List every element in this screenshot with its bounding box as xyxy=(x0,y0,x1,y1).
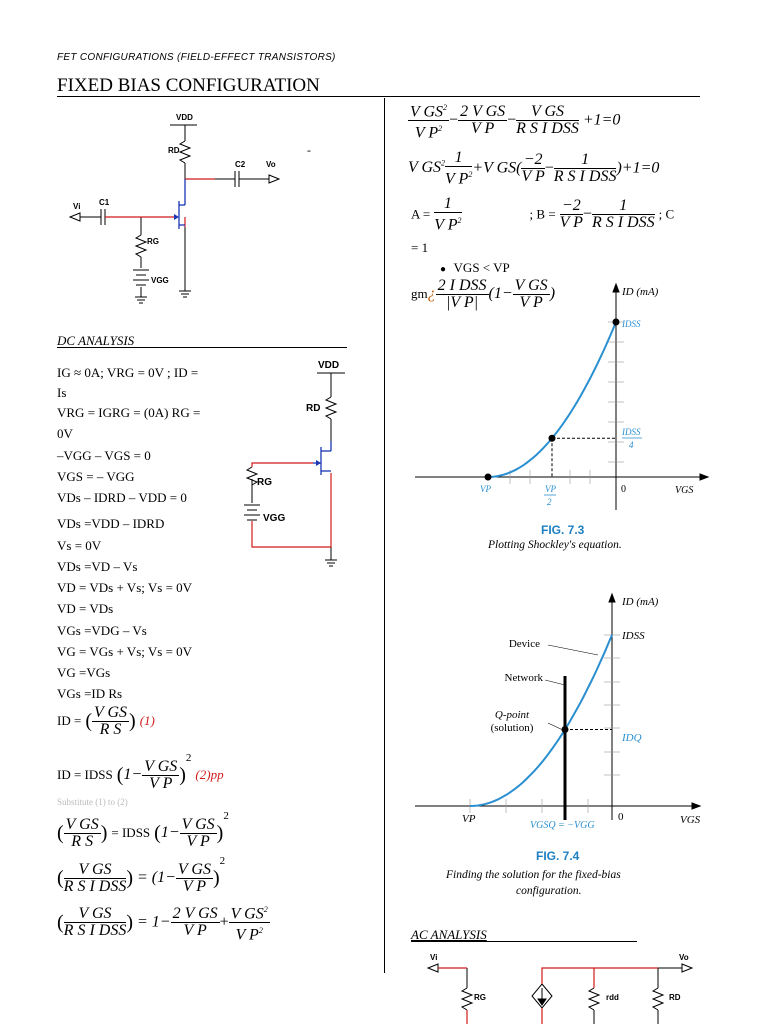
fig73-vp-label: VP xyxy=(480,484,491,494)
c2-vgg-label: VGG xyxy=(263,513,286,524)
ac-vi: Vi xyxy=(430,953,438,962)
dc-line: Vs = 0V xyxy=(57,538,102,553)
fig74-qpoint: Q-point xyxy=(494,709,530,721)
dc-underline xyxy=(57,347,347,348)
fig74-axis-y: ID (mA) xyxy=(622,596,659,608)
dc-line: VD = VDs xyxy=(57,601,114,616)
c1-vo-label: Vo xyxy=(266,160,276,169)
eq3-idss: = IDSS xyxy=(111,825,151,840)
dc-line2b: 0V xyxy=(57,426,73,441)
dc-line: VD = VDs + Vs; Vs = 0V xyxy=(57,580,193,595)
fig73-axis-y: ID (mA) xyxy=(622,286,659,298)
vp-point xyxy=(485,474,492,481)
ac-rdd: rdd xyxy=(606,993,619,1002)
c1-vgg-label: VGG xyxy=(151,276,169,285)
fig-7-4-chart xyxy=(410,590,710,835)
device-curve xyxy=(470,635,612,806)
fig74-vgs: VGS xyxy=(680,814,701,826)
eq-id-rs: ID = ( $\frac{\text{V GS}}{\text{R S}}$ ) (1) xyxy=(57,704,155,738)
column-divider xyxy=(384,98,385,973)
dc-heading: DC ANALYSIS xyxy=(57,333,135,348)
dc-line: VDs =VDD – IDRD xyxy=(57,516,165,531)
eq2-idss-label: ID = IDSS xyxy=(57,767,113,782)
fig74-caption-2: configuration. xyxy=(516,885,582,897)
c1-vdd-label: VDD xyxy=(176,113,193,122)
fig-7-3-chart xyxy=(410,277,710,550)
fig74-vp: VP xyxy=(462,813,476,825)
fig73-vgs: VGS xyxy=(675,485,694,496)
eq2-tag: (2)pp xyxy=(195,767,224,782)
c2-rg-label: RG xyxy=(257,477,272,488)
ac-heading: AC ANALYSIS xyxy=(411,927,487,942)
fig74-network: Network xyxy=(504,672,543,684)
eq-gm: gm¿ $\frac{\text{2 I DSS}}{\text{|V P|}}$ (1− $\frac{\text{V GS}}{\text{V P}}$ ) xyxy=(411,277,556,311)
eq-shockley: ID = IDSS (1− $\frac{\text{V GS}}{\text{V P}}$ )$^2$ (2)pp xyxy=(57,752,224,792)
fig74-idq: IDQ xyxy=(622,732,642,744)
c-value: = 1 xyxy=(411,240,429,255)
section-title: FIXED BIAS CONFIGURATION xyxy=(57,75,320,96)
fig73-zero: 0 xyxy=(621,484,626,495)
dc-line: VDs =VD – Vs xyxy=(57,559,138,574)
fig73-idss-label: IDSS xyxy=(622,319,641,329)
eq-sub-3: ( $\frac{\text{V GS}}{\text{R S I DSS}}$ ) = 1− $\frac{\text{2 V GS}}{\text{V P}}$ + $\frac{V GS^2}{V P^2}$ xyxy=(57,902,270,944)
eq-right-2: V $GS^2$ $\frac{1}{V P^2}$ +V GS( $\frac{-2}{\text{V P}}$ − $\frac{1}{\text{R S I DSS}}$ )+1=0 xyxy=(408,149,660,188)
fig74-solution: (solution) xyxy=(490,722,534,734)
ac-rg: RG xyxy=(474,993,486,1002)
fig74-idss: IDSS xyxy=(622,630,645,642)
fig74-device: Device xyxy=(508,638,540,650)
ac-underline xyxy=(411,941,637,942)
dc-line: VG =VGs xyxy=(57,665,111,680)
fig74-zero: 0 xyxy=(618,811,624,823)
eq1-id-label: ID = xyxy=(57,713,82,729)
dc-line2a: VRG = IGRG = (0A) RG = xyxy=(57,405,201,420)
c2-rd-label: RD xyxy=(306,403,321,414)
gm-label: gm xyxy=(411,286,428,302)
fig73-vp2-num: VP xyxy=(545,484,556,494)
fig74-label: FIG. 7.4 xyxy=(536,849,580,863)
fig74-caption-1: Finding the solution for the fixed-bias xyxy=(446,869,621,881)
eq4-one: = (1− xyxy=(137,869,176,886)
eq1-tag: (1) xyxy=(139,713,155,729)
dc-line: VGs =VDG – Vs xyxy=(57,623,147,638)
c1-c1-label: C1 xyxy=(99,198,110,207)
ac-rd: RD xyxy=(669,993,681,1002)
substitute-note: Substitute (1) to (2) xyxy=(57,797,128,807)
fig73-vp2-den: 2 xyxy=(547,497,552,507)
c1-c2-label: C2 xyxy=(235,160,246,169)
eq-sub-2: ( $\frac{\text{V GS}}{\text{R S I DSS}}$ ) = (1− $\frac{\text{V GS}}{\text{V P}}$ )$^2$ xyxy=(57,855,226,895)
ac-circuit xyxy=(420,950,700,1024)
eq-right-2-tail: )+1=0 xyxy=(616,159,660,177)
eq-sub-1: ( $\frac{\text{V GS}}{\text{R S}}$ ) = IDSS (1− $\frac{\text{V GS}}{\text{V P}}$ )$^2$ xyxy=(57,810,229,850)
c1-vi-label: Vi xyxy=(73,202,81,211)
ac-vo: Vo xyxy=(679,953,689,962)
dc-line: VGs =ID Rs xyxy=(57,686,123,701)
dc-equivalent-circuit xyxy=(235,355,355,575)
fig73-label: FIG. 7.3 xyxy=(541,523,585,537)
fig73-caption: Plotting Shockley's equation. xyxy=(488,539,622,551)
dash-mark: - xyxy=(307,143,311,157)
running-title: FET CONFIGURATIONS (FIELD-EFFECT TRANSISTORS) xyxy=(57,52,336,63)
eq5-one: = 1− xyxy=(137,913,171,931)
fixed-bias-circuit xyxy=(55,105,295,305)
dc-line: VGS = – VGG xyxy=(57,469,135,484)
bullet-text: VGS < VP xyxy=(453,260,510,275)
eq-abc: A = $\frac{1}{V P^2}$ ; B = $\frac{-2}{\text{V P}}$ − $\frac{1}{\text{R S I DSS}}$ ; C xyxy=(411,195,675,234)
dc-line: VDs – IDRD – VDD = 0 xyxy=(57,490,187,505)
b-label: ; B = xyxy=(529,206,556,222)
fig73-idss4-num: IDSS xyxy=(622,427,641,437)
fig73-idss4-den: 4 xyxy=(629,440,634,450)
dc-line1a: IG ≈ 0A; VRG = 0V ; ID = xyxy=(57,365,199,380)
dc-line1b: Is xyxy=(57,385,67,400)
a-label: A = xyxy=(411,206,431,222)
dc-line: –VGG – VGS = 0 xyxy=(57,448,151,463)
c2-vdd-label: VDD xyxy=(318,360,340,371)
c1-rd-label: RD xyxy=(168,146,180,155)
eq-right-1: $\frac{V GS^2}{V P^2}$ − $\frac{\text{2 V GS}}{\text{V P}}$ − $\frac{\text{V GS}}{\text{R S I DSS}}$ +1=0 xyxy=(408,100,620,142)
dc-line: VG = VGs + Vs; Vs = 0V xyxy=(57,644,193,659)
c-label: ; C xyxy=(658,206,675,222)
bullet-condition: ● VGS < VP xyxy=(440,260,510,275)
title-underline xyxy=(57,96,700,97)
idss-point xyxy=(613,319,620,326)
fig74-vgsq: VGSQ = −VGG xyxy=(530,820,595,831)
c1-rg-label: RG xyxy=(147,237,159,246)
eq-right-1-tail: +1=0 xyxy=(582,111,621,129)
